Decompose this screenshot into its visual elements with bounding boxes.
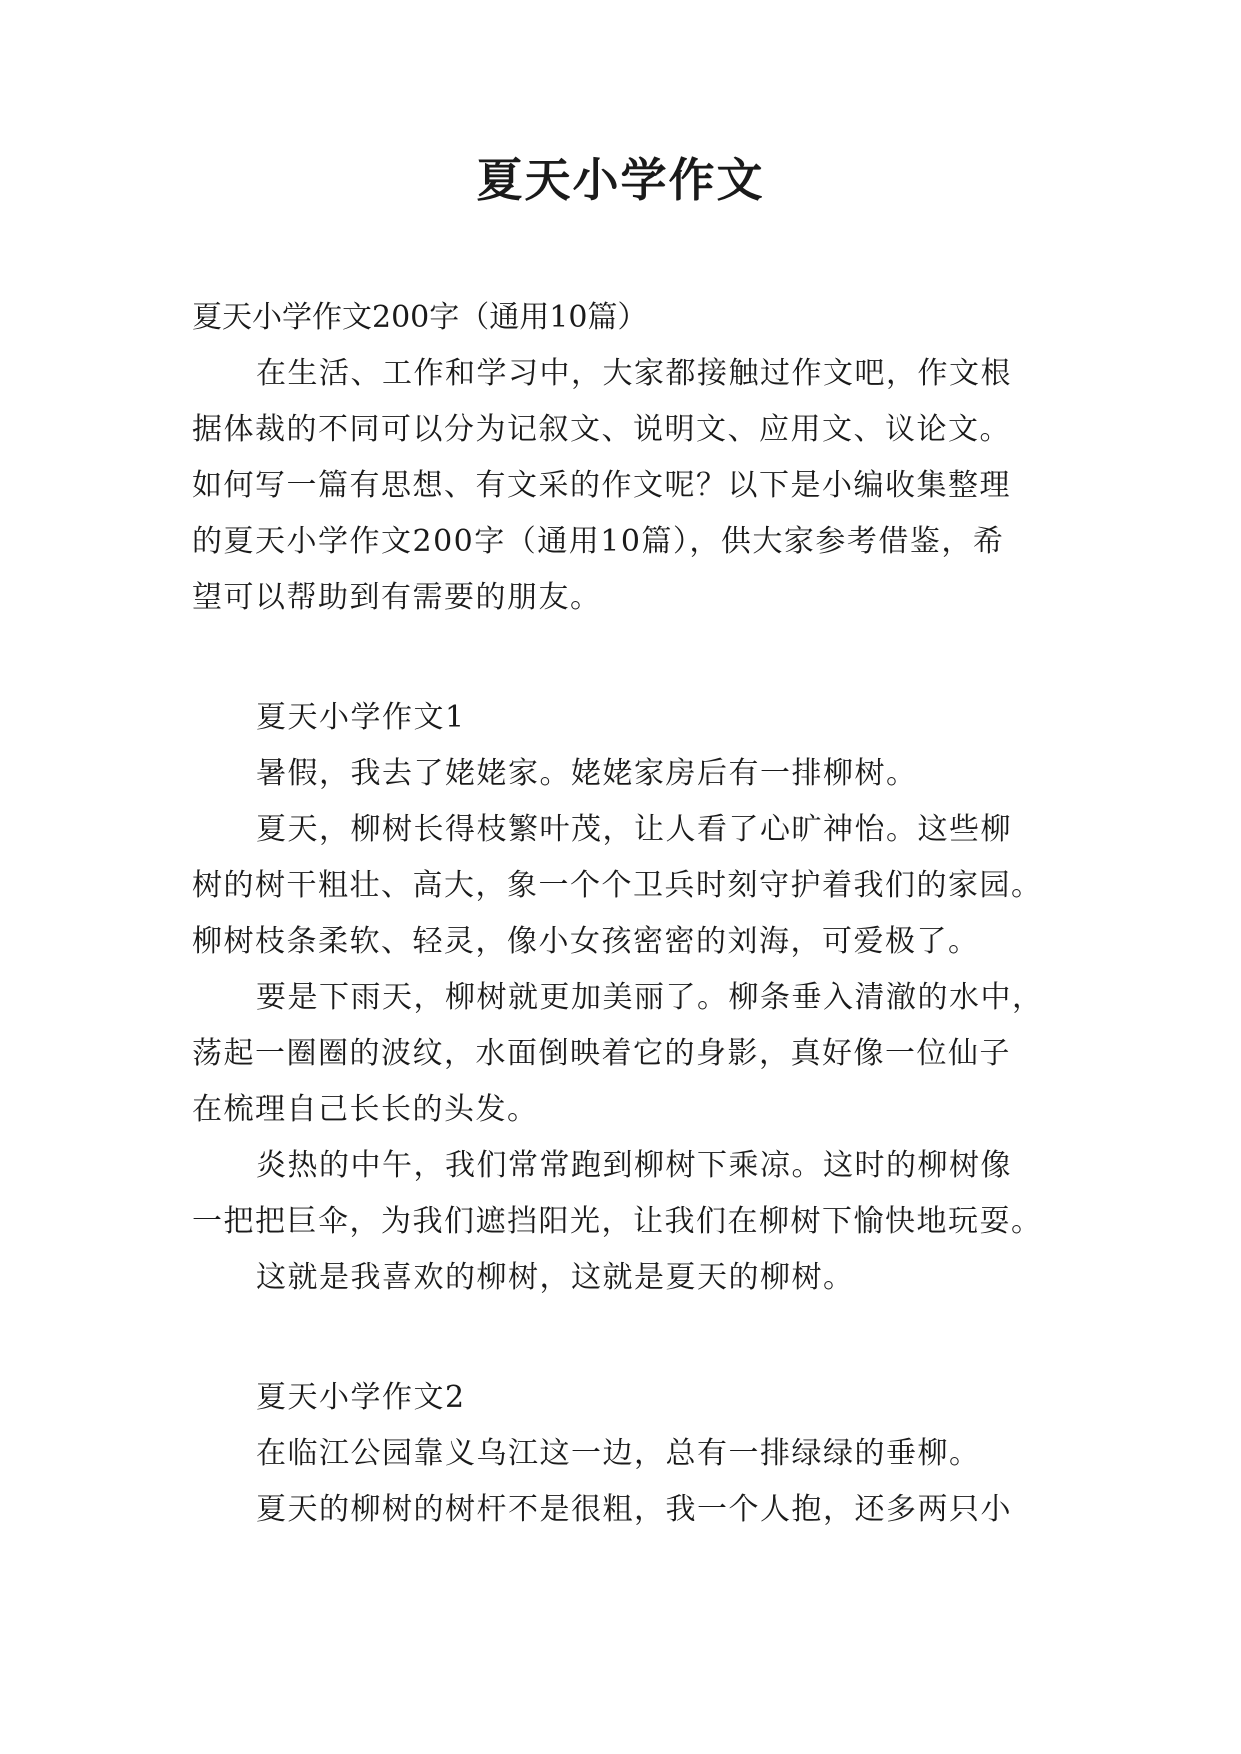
essay-2-line: 在临江公园靠义乌江这一边，总有一排绿绿的垂柳。 — [256, 1436, 981, 1471]
essay-2-heading: 夏天小学作文2 — [256, 1380, 466, 1415]
intro-line: 如何写一篇有思想、有文采的作文呢？以下是小编收集整理 — [192, 468, 1011, 503]
essay-1-heading: 夏天小学作文1 — [256, 700, 466, 735]
essay-1-line: 一把把巨伞，为我们遮挡阳光，让我们在柳树下愉快地玩耍。 — [192, 1204, 1043, 1239]
intro-line: 望可以帮助到有需要的朋友。 — [192, 580, 602, 615]
intro-line: 的夏天小学作文200字（通用10篇），供大家参考借鉴，希 — [192, 524, 1005, 559]
intro-line: 据体裁的不同可以分为记叙文、说明文、应用文、议论文。 — [192, 412, 1011, 447]
essay-1-line: 柳树枝条柔软、轻灵，像小女孩密密的刘海，可爱极了。 — [192, 924, 980, 959]
essay-1-line: 荡起一圈圈的波纹，水面倒映着它的身影，真好像一位仙子 — [192, 1036, 1011, 1071]
essay-1-line: 这就是我喜欢的柳树，这就是夏天的柳树。 — [256, 1260, 855, 1295]
essay-1-line: 要是下雨天，柳树就更加美丽了。柳条垂入清澈的水中， — [256, 980, 1044, 1015]
essay-1-line: 炎热的中午，我们常常跑到柳树下乘凉。这时的柳树像 — [256, 1148, 1012, 1183]
essay-1-line: 树的树干粗壮、高大，象一个个卫兵时刻守护着我们的家园。 — [192, 868, 1043, 903]
document-title: 夏天小学作文 — [476, 153, 765, 207]
intro-line: 在生活、工作和学习中，大家都接触过作文吧，作文根 — [256, 356, 1012, 391]
essay-1-line: 在梳理自己长长的头发。 — [192, 1092, 539, 1127]
essay-2-line: 夏天的柳树的树杆不是很粗，我一个人抱，还多两只小 — [256, 1492, 1012, 1527]
document-subtitle: 夏天小学作文200字（通用10篇） — [192, 300, 648, 335]
essay-1-line: 暑假，我去了姥姥家。姥姥家房后有一排柳树。 — [256, 756, 918, 791]
essay-1-line: 夏天，柳树长得枝繁叶茂，让人看了心旷神怡。这些柳 — [256, 812, 1012, 847]
